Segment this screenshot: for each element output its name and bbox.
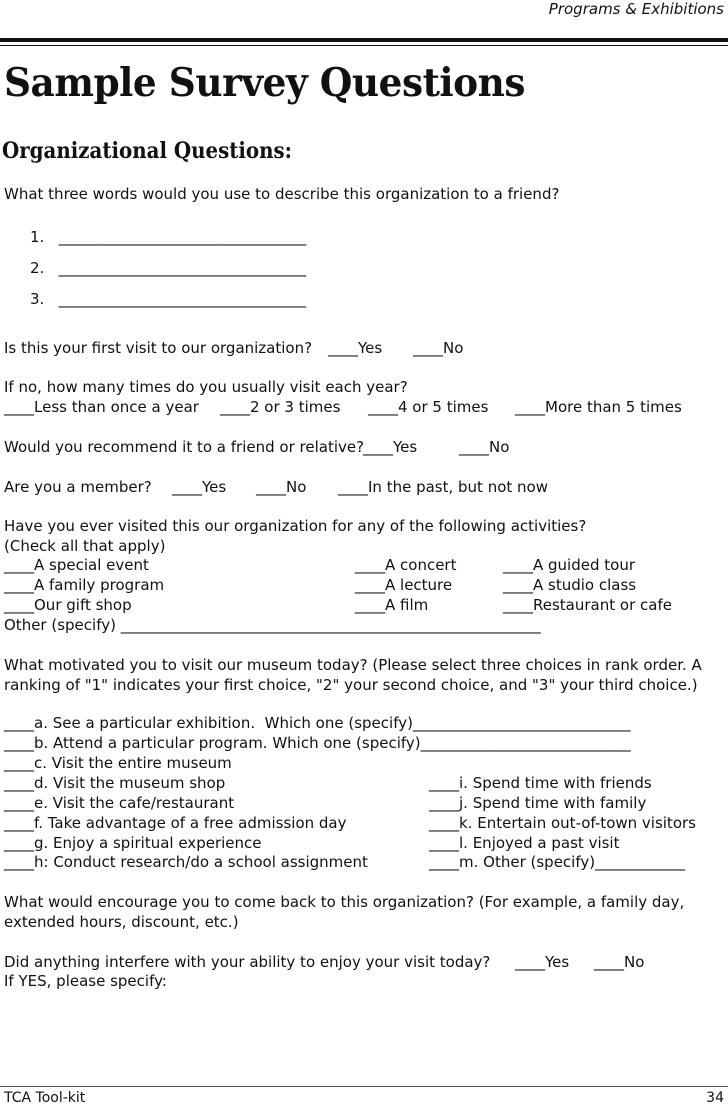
motivation-option-h[interactable]: ____h: Conduct research/do a school assignment <box>4 853 368 871</box>
motivation-option-c[interactable]: ____c. Visit the entire museum <box>4 754 232 772</box>
interfere-yes-option[interactable]: ____Yes <box>515 953 570 971</box>
q-frequency-prompt: If no, how many times do you usually visit each year? <box>4 378 408 396</box>
member-yes-option[interactable]: ____Yes <box>172 478 227 496</box>
member-no-option[interactable]: ____No <box>256 478 307 496</box>
q-interfere-prompt: Did anything interfere with your ability to enjoy your visit today? <box>4 953 491 971</box>
page-title: Sample Survey Questions <box>4 60 526 106</box>
frequency-option-3[interactable]: ____4 or 5 times <box>368 398 489 416</box>
q-encourage-line-1: What would encourage you to come back to this organization? (For example, a family day, <box>4 893 685 911</box>
frequency-option-4[interactable]: ____More than 5 times <box>515 398 682 416</box>
activity-option[interactable]: ____A guided tour <box>503 556 635 574</box>
q-motivation-prompt-line-1: What motivated you to visit our museum today? (Please select three choices in rank order. A <box>4 656 702 674</box>
q-activities-prompt: Have you ever visited this our organization for any of the following activities? <box>4 517 587 535</box>
motivation-option-i[interactable]: ____i. Spend time with friends <box>429 774 652 792</box>
activity-option[interactable]: ____A film <box>355 596 429 614</box>
motivation-option-m[interactable]: ____m. Other (specify)____________ <box>429 853 686 871</box>
header-rule-thick <box>0 38 728 42</box>
answer-line-3[interactable]: 3. _________________________________ <box>30 290 307 308</box>
motivation-option-g[interactable]: ____g. Enjoy a spiritual experience <box>4 834 262 852</box>
frequency-option-2[interactable]: ____2 or 3 times <box>220 398 341 416</box>
motivation-option-d[interactable]: ____d. Visit the museum shop <box>4 774 226 792</box>
q-activities-note: (Check all that apply) <box>4 537 166 555</box>
motivation-option-b[interactable]: ____b. Attend a particular program. Which one (specify)____________________________ <box>4 734 631 752</box>
first-visit-yes-option[interactable]: ____Yes <box>328 339 383 357</box>
activity-option[interactable]: ____A special event <box>4 556 149 574</box>
frequency-option-1[interactable]: ____Less than once a year <box>4 398 199 416</box>
q-encourage-line-2: extended hours, discount, etc.) <box>4 913 239 931</box>
activity-option[interactable]: ____Our gift shop <box>4 596 132 614</box>
q-recommend-prompt: Would you recommend it to a friend or relative? <box>4 438 365 456</box>
footer-rule <box>0 1086 728 1087</box>
q-member-prompt: Are you a member? <box>4 478 152 496</box>
activity-option[interactable]: ____A concert <box>355 556 457 574</box>
activity-option[interactable]: ____A family program <box>4 576 165 594</box>
recommend-yes-option[interactable]: ____Yes <box>363 438 418 456</box>
recommend-no-option[interactable]: ____No <box>459 438 510 456</box>
motivation-option-k[interactable]: ____k. Entertain out-of-town visitors <box>429 814 696 832</box>
interfere-no-option[interactable]: ____No <box>594 953 645 971</box>
q-three-words-prompt: What three words would you use to describe this organization to a friend? <box>4 185 560 203</box>
running-head: Programs & Exhibitions <box>548 0 724 18</box>
motivation-option-e[interactable]: ____e. Visit the cafe/restaurant <box>4 794 235 812</box>
activity-option[interactable]: ____A lecture <box>355 576 453 594</box>
motivation-option-l[interactable]: ____l. Enjoyed a past visit <box>429 834 620 852</box>
page-number: 34 <box>706 1090 724 1106</box>
answer-line-1[interactable]: 1. _________________________________ <box>30 228 307 246</box>
activity-option[interactable]: ____A studio class <box>503 576 637 594</box>
answer-line-2[interactable]: 2. _________________________________ <box>30 259 307 277</box>
motivation-option-f[interactable]: ____f. Take advantage of a free admission day <box>4 814 347 832</box>
q-motivation-prompt-line-2: ranking of "1" indicates your first choice, "2" your second choice, and "3" your third choice.) <box>4 676 698 694</box>
activity-option[interactable]: ____Restaurant or cafe <box>503 596 672 614</box>
q-first-visit-prompt: Is this your first visit to our organization? <box>4 339 313 357</box>
motivation-option-j[interactable]: ____j. Spend time with family <box>429 794 647 812</box>
member-past-option[interactable]: ____In the past, but not now <box>338 478 548 496</box>
q-interfere-followup: If YES, please specify: <box>4 972 167 990</box>
motivation-option-a[interactable]: ____a. See a particular exhibition. Which one (specify)_____________________________ <box>4 714 631 732</box>
first-visit-no-option[interactable]: ____No <box>413 339 464 357</box>
header-rule-thin <box>0 45 728 46</box>
section-heading: Organizational Questions: <box>2 138 292 164</box>
footer-label: TCA Tool-kit <box>4 1090 86 1106</box>
activity-other-line[interactable]: Other (specify) ________________________________________________________ <box>4 616 541 634</box>
